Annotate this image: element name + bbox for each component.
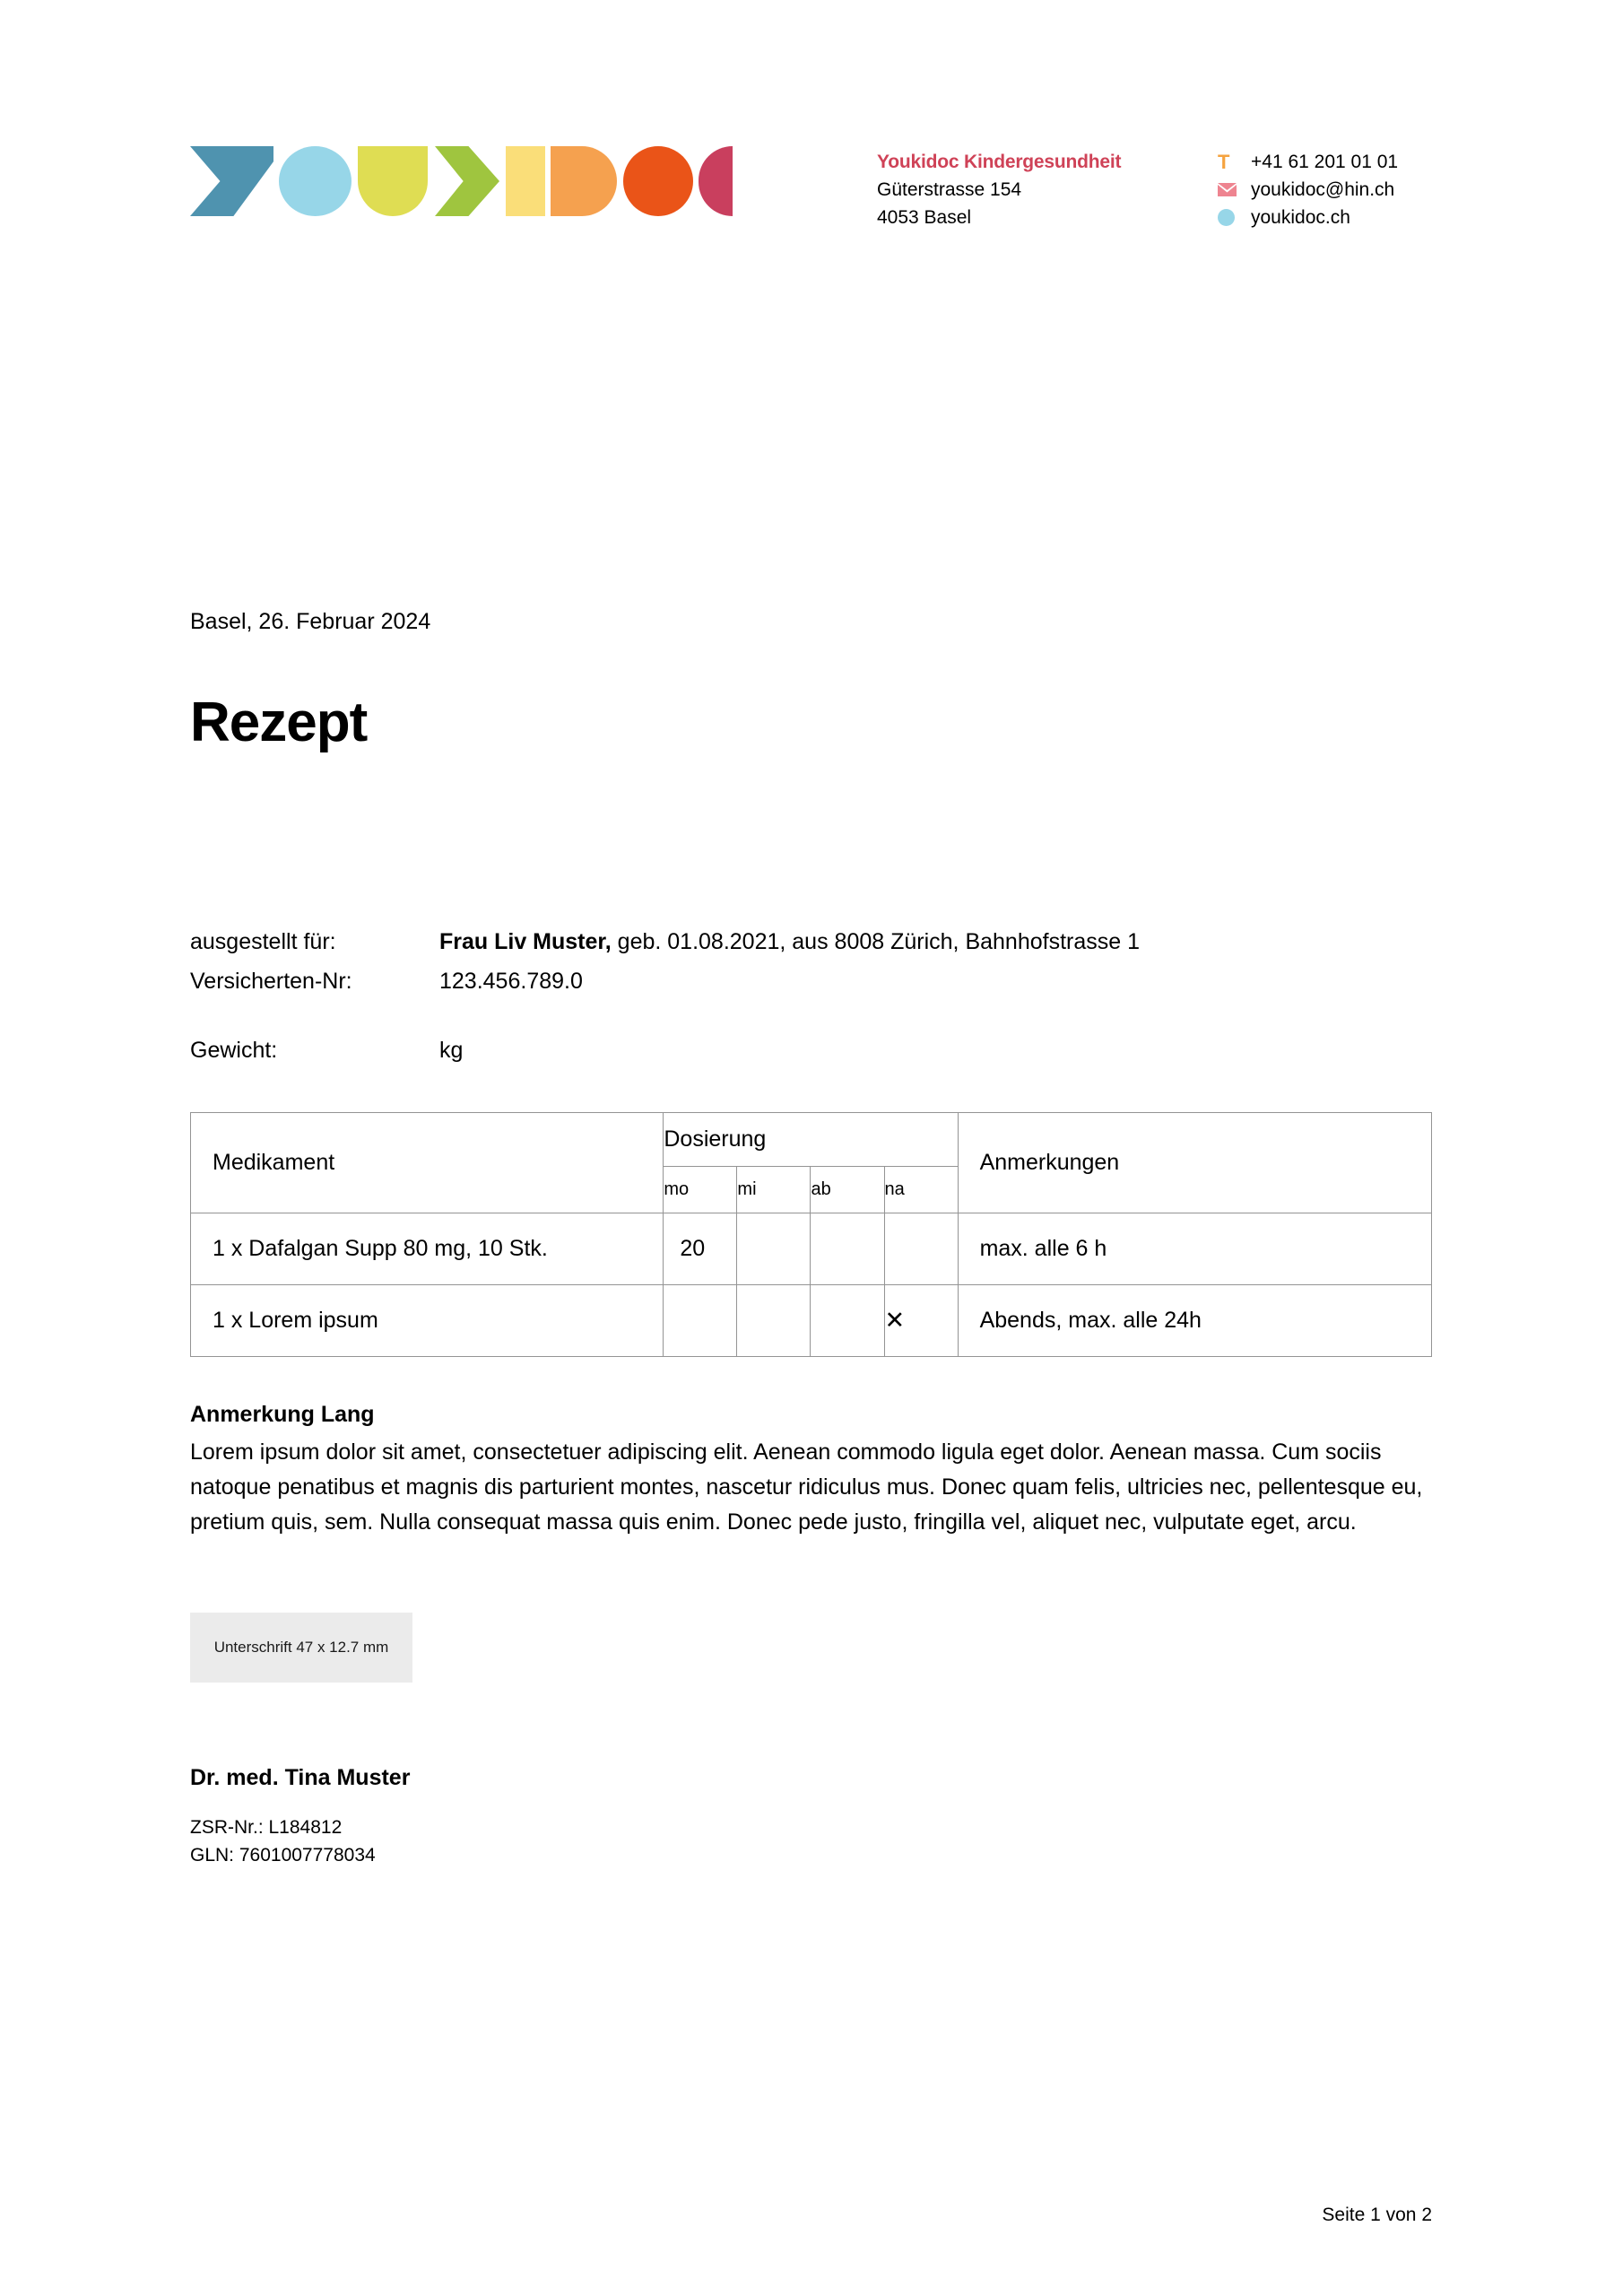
header-dosage: Dosierung <box>664 1113 958 1167</box>
row-medication: 1 x Dafalgan Supp 80 mg, 10 Stk. <box>191 1213 664 1285</box>
subheader-ab: ab <box>811 1167 884 1213</box>
logo-letter-o-icon <box>279 146 352 216</box>
doctor-identifiers <box>190 1813 376 1869</box>
practice-name: Youkidoc Kindergesundheit <box>877 152 1122 172</box>
web-icon <box>1218 209 1239 226</box>
practice-street: Güterstrasse 154 <box>877 179 1022 200</box>
signature-placeholder <box>190 1613 412 1683</box>
mail-icon <box>1218 183 1239 196</box>
note-heading: Anmerkung Lang <box>190 1402 375 1427</box>
patient-identity <box>439 922 1140 961</box>
patient-details <box>190 922 1140 1001</box>
row-dose-ab <box>811 1285 884 1357</box>
logo-letter-c-icon <box>699 146 733 216</box>
subheader-mo: mo <box>664 1167 737 1213</box>
row-dose-mo <box>664 1285 737 1357</box>
table-header-row <box>191 1113 1432 1167</box>
row-dose-mi <box>737 1213 811 1285</box>
page-footer <box>0 2205 1623 2226</box>
patient-name: Frau Liv Muster, <box>439 929 612 954</box>
row-dose-na: ✕ <box>884 1285 958 1357</box>
medication-table <box>190 1112 1432 1357</box>
contact-email-row <box>1218 176 1398 204</box>
row-dose-mi <box>737 1285 811 1357</box>
insurance-label: Versicherten-Nr: <box>190 969 352 994</box>
table-row <box>191 1285 1432 1357</box>
row-medication: 1 x Lorem ipsum <box>191 1285 664 1357</box>
logo-letter-o2-icon <box>623 146 693 216</box>
website-url: youkidoc.ch <box>1251 207 1350 228</box>
page-title: Rezept <box>190 691 368 753</box>
date-line: Basel, 26. Februar 2024 <box>190 609 431 634</box>
logo-letter-d-icon <box>551 146 617 216</box>
logo-letter-k-icon <box>435 146 499 216</box>
insurance-row <box>190 961 1140 1001</box>
insurance-number: 123.456.789.0 <box>439 969 583 994</box>
patient-birth-address: geb. 01.08.2021, aus 8008 Zürich, Bahnhofstrasse 1 <box>611 929 1141 954</box>
subheader-mi: mi <box>737 1167 811 1213</box>
row-notes: max. alle 6 h <box>958 1213 1431 1285</box>
row-notes: Abends, max. alle 24h <box>958 1285 1431 1357</box>
practice-address <box>877 148 1121 231</box>
doctor-name: Dr. med. Tina Muster <box>190 1765 411 1790</box>
weight-unit: kg <box>439 1038 464 1063</box>
logo-letter-i-icon <box>506 146 545 216</box>
doctor-zsr: ZSR-Nr.: L184812 <box>190 1817 343 1838</box>
note-body: Lorem ipsum dolor sit amet, consectetuer adipiscing elit. Aenean commodo ligula eget dolor. Aenean massa. Cum sociis natoque penatibus et magnis dis parturient montes, nascetur ridiculus mus. Donec quam felis, ultricies nec, pellentesque eu, pretium quis, sem. Nulla consequat massa quis enim. Donec pede justo, fringilla vel, aliquet nec, vulputate eget, arcu. <box>190 1439 1423 1535</box>
weight-row <box>190 1033 463 1067</box>
practice-contact <box>1218 148 1398 231</box>
contact-phone-row <box>1218 148 1398 176</box>
issued-for-row <box>190 922 1140 961</box>
header-medication: Medikament <box>191 1113 664 1213</box>
youkidoc-logo <box>190 146 733 216</box>
contact-website-row <box>1218 204 1398 231</box>
doctor-gln: GLN: 7601007778034 <box>190 1845 376 1866</box>
row-dose-mo: 20 <box>664 1213 737 1285</box>
email-address: youkidoc@hin.ch <box>1251 179 1395 200</box>
practice-city: 4053 Basel <box>877 207 972 228</box>
signature-placeholder-label: Unterschrift 47 x 12.7 mm <box>213 1639 389 1656</box>
weight-label: Gewicht: <box>190 1038 278 1063</box>
issued-for-label: ausgestellt für: <box>190 929 336 954</box>
phone-number: +41 61 201 01 01 <box>1251 152 1399 172</box>
phone-icon: T <box>1218 150 1230 173</box>
row-dose-ab <box>811 1213 884 1285</box>
row-dose-na <box>884 1213 958 1285</box>
logo-letter-u-icon <box>358 146 428 216</box>
table-row <box>191 1213 1432 1285</box>
page-number-label: Seite 1 von 2 <box>1322 2205 1432 2225</box>
logo-letter-y-icon <box>190 146 273 216</box>
header-notes: Anmerkungen <box>958 1113 1431 1213</box>
document-header <box>0 0 1623 269</box>
subheader-na: na <box>884 1167 958 1213</box>
